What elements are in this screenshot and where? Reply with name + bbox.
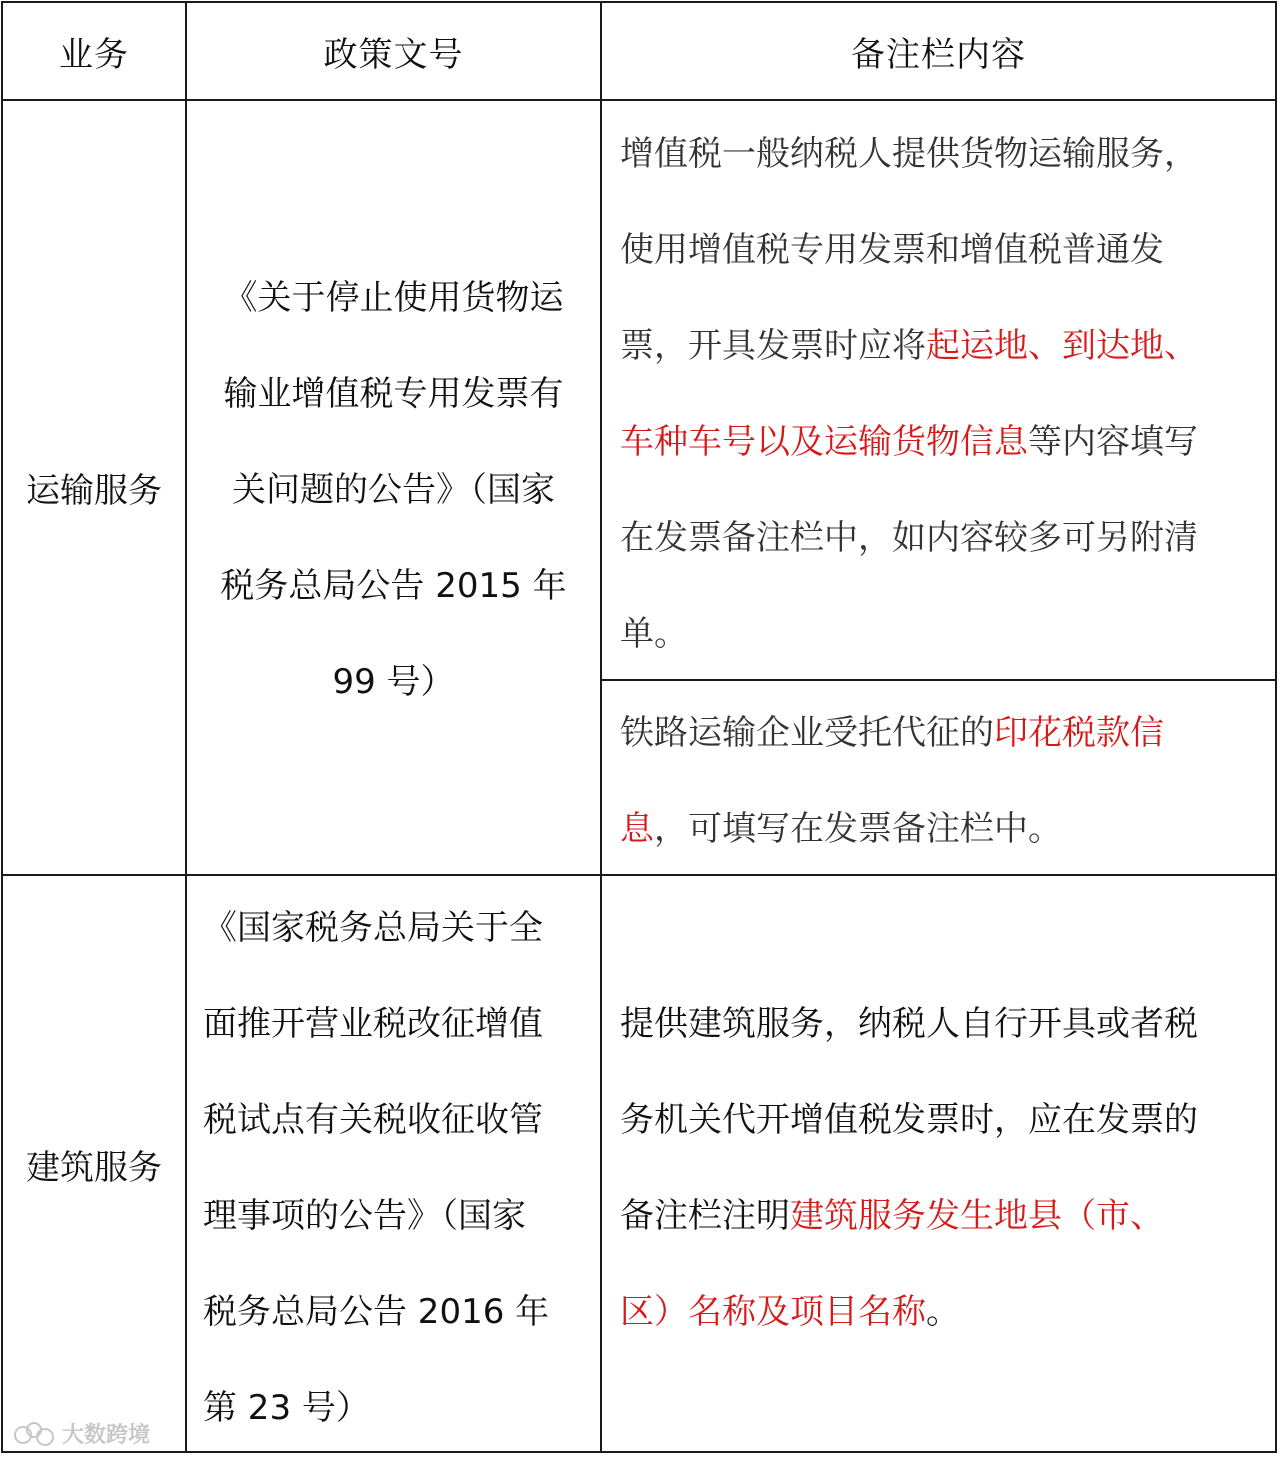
note-construction (602, 976, 1275, 1366)
note-line (620, 1264, 1259, 1360)
header-divider (1, 99, 1277, 101)
note-line (620, 490, 1259, 586)
note-text: 增值税一般纳税人提供货物运输服务， (620, 134, 1198, 174)
note-line (620, 1072, 1259, 1168)
service-transport: 运输服务 (26, 471, 162, 511)
watermark-text: 大数跨境 (62, 1423, 151, 1448)
note-text: 备注栏注明 (620, 1196, 790, 1236)
policy-line: 税务总局公告 2015 年 (220, 566, 567, 606)
note-text: 务机关代开增值税发票时，应在发票的 (620, 1100, 1198, 1140)
note-text: 铁路运输企业受托代征的 (620, 713, 994, 753)
policy-line: 税试点有关税收征收管 (203, 1100, 543, 1140)
note-transport-freight (602, 106, 1275, 679)
note-line (620, 298, 1259, 394)
note-line (620, 781, 1259, 877)
note-highlight: 车种车号以及运输货物信息 (620, 422, 1028, 462)
header-remark: 备注栏内容 (851, 34, 1026, 75)
note-text: 使用增值税专用发票和增值税普通发 (620, 230, 1164, 270)
note-text: ，可填写在发票备注栏中。 (654, 809, 1062, 849)
note-line (620, 586, 1259, 682)
note-text: 提供建筑服务，纳税人自行开具或者税 (620, 1004, 1198, 1044)
watermark (14, 1418, 150, 1449)
note-line (620, 685, 1259, 781)
note-line (620, 106, 1259, 202)
policy-line: 面推开营业税改征增值 (203, 1004, 543, 1044)
note-text: 。 (926, 1292, 960, 1332)
watermark-logo-icon (14, 1420, 54, 1448)
note-line (620, 202, 1259, 298)
policy-line: 99 号） (332, 662, 455, 702)
policy-line: 输业增值税专用发票有 (223, 374, 564, 414)
policy-line: 第 23 号） (203, 1388, 370, 1428)
policy-line: 税务总局公告 2016 年 (203, 1292, 550, 1332)
policy-transport (187, 250, 600, 750)
note-line (620, 394, 1259, 490)
note-highlight: 起运地、到达地、 (926, 326, 1198, 366)
note-text: 在发票备注栏中，如内容较多可另附清 (620, 518, 1198, 558)
note-line (620, 1168, 1259, 1264)
policy-line: 《关于停止使用货物运 (223, 278, 564, 318)
policy-line: 关问题的公告》（国家 (232, 470, 555, 510)
policy-line: 理事项的公告》（国家 (203, 1196, 526, 1236)
header-service: 业务 (59, 34, 129, 75)
policy-construction (187, 880, 600, 1453)
note-transport-railway (602, 685, 1275, 874)
note-text: 等内容填写 (1028, 422, 1198, 462)
note-highlight: 印花税款信 (994, 713, 1164, 753)
note-text: 单。 (620, 614, 688, 654)
note-highlight: 区）名称及项目名称 (620, 1292, 926, 1332)
note-highlight: 息 (620, 809, 654, 849)
policy-line: 《国家税务总局关于全 (203, 908, 543, 948)
note-highlight: 建筑服务发生地县（市、 (790, 1196, 1164, 1236)
header-policy: 政策文号 (323, 34, 464, 75)
note-line (620, 976, 1259, 1072)
service-construction: 建筑服务 (26, 1148, 162, 1188)
note-text: 票，开具发票时应将 (620, 326, 926, 366)
